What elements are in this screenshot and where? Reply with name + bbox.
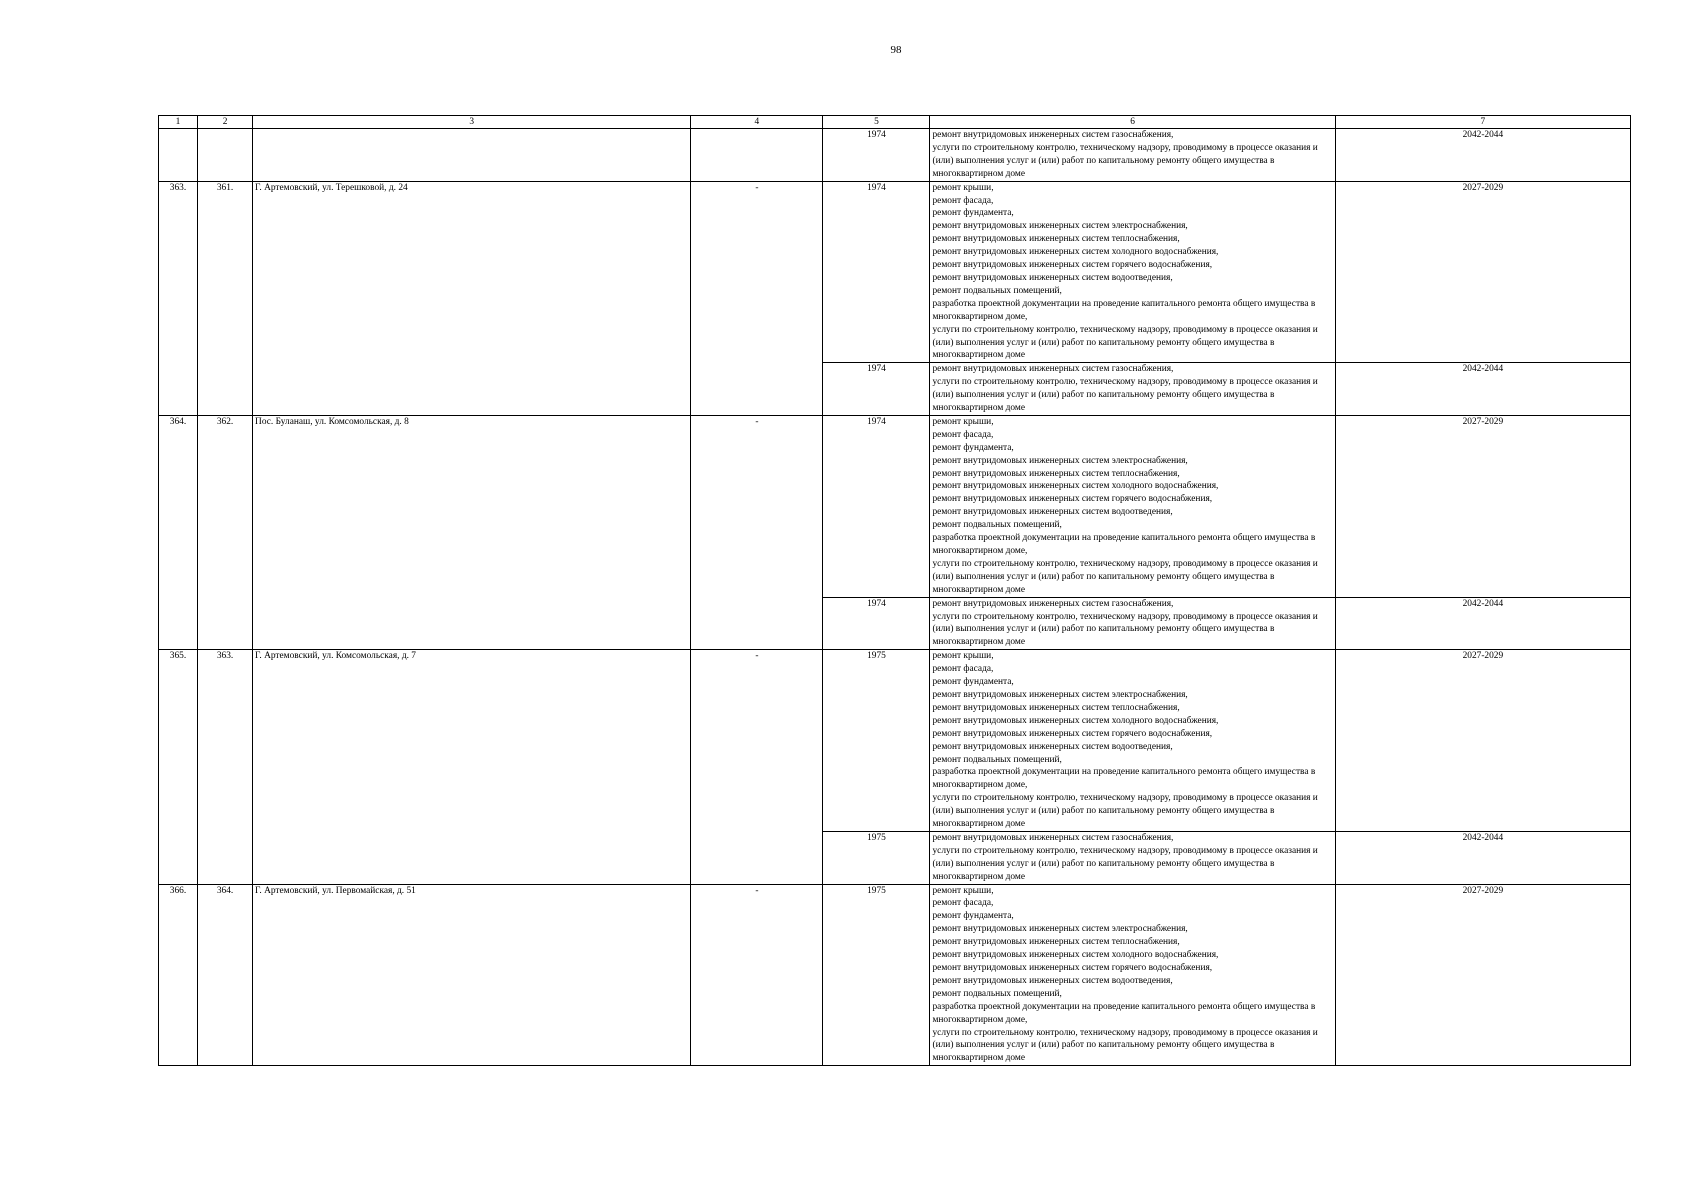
address-cell <box>253 129 691 182</box>
col4-cell: - <box>691 181 823 415</box>
period-cell: 2027-2029 <box>1335 650 1630 832</box>
object-number <box>198 129 253 182</box>
address-cell: Г. Артемовский, ул. Терешковой, д. 24 <box>253 181 691 415</box>
table-row <box>159 415 1631 597</box>
table-row <box>159 181 1631 363</box>
works-list-cell: ремонт крыши, ремонт фасада, ремонт фундамента, ремонт внутридомовых инженерных систем электроснабжения, ремонт внутридомовых инженерных систем теплоснабжения, ремонт внутридомовых инженерных систем холодного водоснабжения, ремонт внутридомовых инженерных систем горячего водоснабжения, ремонт внутридомовых инженерных систем водоотведения, ремонт подвальных помещений, разработка проектной документации на проведение капитального ремонта общего имущества в многоквартирном доме, услуги по строительному контролю, техническому надзору, проводимому в процессе оказания и (или) выполнения услуг и (или) работ по капитальному ремонту общего имущества в многоквартирном доме <box>930 884 1335 1066</box>
period-cell: 2042-2044 <box>1335 831 1630 884</box>
col4-cell <box>691 129 823 182</box>
period-cell: 2042-2044 <box>1335 363 1630 416</box>
header-col-6: 6 <box>930 116 1335 129</box>
page-number: 98 <box>890 44 902 56</box>
header-col-2: 2 <box>198 116 253 129</box>
capital-repair-table <box>158 115 1631 1066</box>
record-number: 365. <box>159 650 198 884</box>
year-cell: 1974 <box>823 597 930 650</box>
period-cell: 2027-2029 <box>1335 415 1630 597</box>
works-list-cell: ремонт крыши, ремонт фасада, ремонт фундамента, ремонт внутридомовых инженерных систем электроснабжения, ремонт внутридомовых инженерных систем теплоснабжения, ремонт внутридомовых инженерных систем холодного водоснабжения, ремонт внутридомовых инженерных систем горячего водоснабжения, ремонт внутридомовых инженерных систем водоотведения, ремонт подвальных помещений, разработка проектной документации на проведение капитального ремонта общего имущества в многоквартирном доме, услуги по строительному контролю, техническому надзору, проводимому в процессе оказания и (или) выполнения услуг и (или) работ по капитальному ремонту общего имущества в многоквартирном доме <box>930 650 1335 832</box>
period-cell: 2027-2029 <box>1335 884 1630 1066</box>
works-list-cell: ремонт внутридомовых инженерных систем газоснабжения, услуги по строительному контролю, техническому надзору, проводимому в процессе оказания и (или) выполнения услуг и (или) работ по капитальному ремонту общего имущества в многоквартирном доме <box>930 363 1335 416</box>
record-number: 366. <box>159 884 198 1066</box>
works-list-cell: ремонт внутридомовых инженерных систем газоснабжения, услуги по строительному контролю, техническому надзору, проводимому в процессе оказания и (или) выполнения услуг и (или) работ по капитальному ремонту общего имущества в многоквартирном доме <box>930 831 1335 884</box>
period-cell: 2042-2044 <box>1335 597 1630 650</box>
table-row <box>159 884 1631 1066</box>
header-col-5: 5 <box>823 116 930 129</box>
year-cell: 1975 <box>823 884 930 1066</box>
period-cell: 2027-2029 <box>1335 181 1630 363</box>
header-col-7: 7 <box>1335 116 1630 129</box>
object-number: 364. <box>198 884 253 1066</box>
object-number: 361. <box>198 181 253 415</box>
record-number <box>159 129 198 182</box>
year-cell: 1974 <box>823 363 930 416</box>
object-number: 363. <box>198 650 253 884</box>
works-list-cell: ремонт крыши, ремонт фасада, ремонт фундамента, ремонт внутридомовых инженерных систем электроснабжения, ремонт внутридомовых инженерных систем теплоснабжения, ремонт внутридомовых инженерных систем холодного водоснабжения, ремонт внутридомовых инженерных систем горячего водоснабжения, ремонт внутридомовых инженерных систем водоотведения, ремонт подвальных помещений, разработка проектной документации на проведение капитального ремонта общего имущества в многоквартирном доме, услуги по строительному контролю, техническому надзору, проводимому в процессе оказания и (или) выполнения услуг и (или) работ по капитальному ремонту общего имущества в многоквартирном доме <box>930 415 1335 597</box>
object-number: 362. <box>198 415 253 649</box>
header-col-3: 3 <box>253 116 691 129</box>
col4-cell: - <box>691 415 823 649</box>
header-col-4: 4 <box>691 116 823 129</box>
year-cell: 1974 <box>823 129 930 182</box>
column-number-header <box>159 116 1631 129</box>
table-row <box>159 650 1631 832</box>
col4-cell: - <box>691 650 823 884</box>
year-cell: 1974 <box>823 181 930 363</box>
table-body <box>159 129 1631 1066</box>
header-col-1: 1 <box>159 116 198 129</box>
record-number: 364. <box>159 415 198 649</box>
year-cell: 1975 <box>823 831 930 884</box>
period-cell: 2042-2044 <box>1335 129 1630 182</box>
table-row <box>159 129 1631 182</box>
works-list-cell: ремонт внутридомовых инженерных систем газоснабжения, услуги по строительному контролю, техническому надзору, проводимому в процессе оказания и (или) выполнения услуг и (или) работ по капитальному ремонту общего имущества в многоквартирном доме <box>930 597 1335 650</box>
works-list-cell: ремонт внутридомовых инженерных систем газоснабжения, услуги по строительному контролю, техническому надзору, проводимому в процессе оказания и (или) выполнения услуг и (или) работ по капитальному ремонту общего имущества в многоквартирном доме <box>930 129 1335 182</box>
works-list-cell: ремонт крыши, ремонт фасада, ремонт фундамента, ремонт внутридомовых инженерных систем электроснабжения, ремонт внутридомовых инженерных систем теплоснабжения, ремонт внутридомовых инженерных систем холодного водоснабжения, ремонт внутридомовых инженерных систем горячего водоснабжения, ремонт внутридомовых инженерных систем водоотведения, ремонт подвальных помещений, разработка проектной документации на проведение капитального ремонта общего имущества в многоквартирном доме, услуги по строительному контролю, техническому надзору, проводимому в процессе оказания и (или) выполнения услуг и (или) работ по капитальному ремонту общего имущества в многоквартирном доме <box>930 181 1335 363</box>
record-number: 363. <box>159 181 198 415</box>
year-cell: 1975 <box>823 650 930 832</box>
address-cell: Г. Артемовский, ул. Комсомольская, д. 7 <box>253 650 691 884</box>
year-cell: 1974 <box>823 415 930 597</box>
col4-cell: - <box>691 884 823 1066</box>
address-cell: Пос. Буланаш, ул. Комсомольская, д. 8 <box>253 415 691 649</box>
address-cell: Г. Артемовский, ул. Первомайская, д. 51 <box>253 884 691 1066</box>
